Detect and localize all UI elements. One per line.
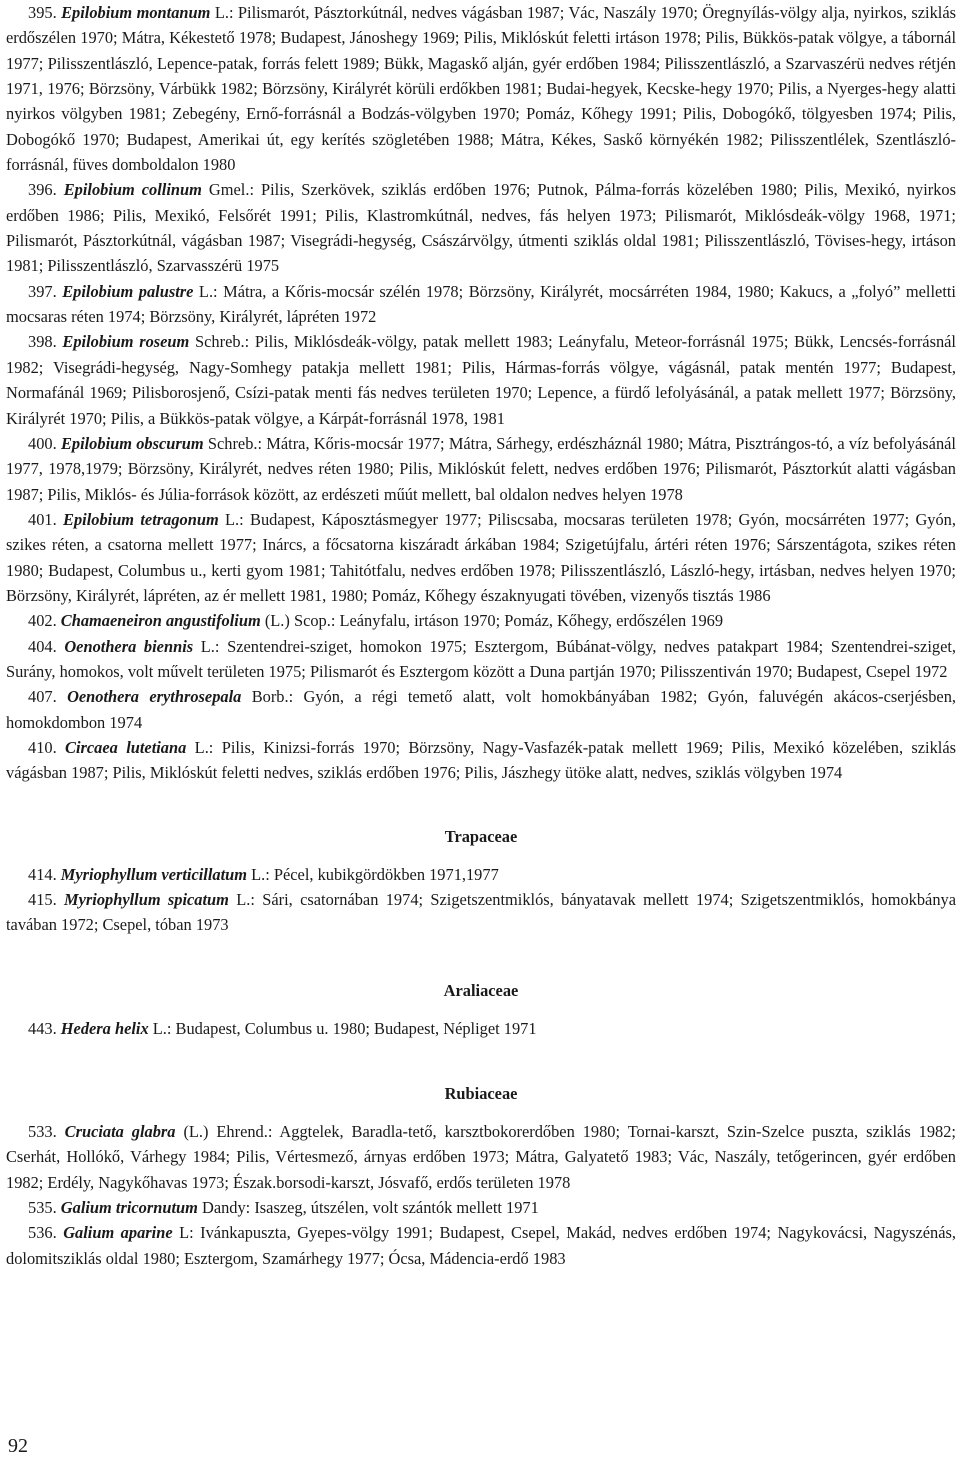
entry-text: L.: Budapest, Káposztásmegyer 1977; Piliscsaba, mocsaras területen 1978; Gyón, mocsárréten 1977; Gyón, szikes réten, a csatorna mellett 1977; Inárcs, a főcsatorna kiszáradt árkában 1984; Szigetújfalu, ártéri réten 1976; Sárszentágota, szikes réten 1980; Budapest, Columbus u., kerti gyom 1981; Tahitótfalu, nedves erdőben 1978; Pilisszentlászló, László-hegy, irtásban, nedves helyen 1970; Börzsöny, Királyrét, lápréten, az ér mellett 1981, 1980; Pomáz, Kőhegy északnyugati tövében, vizenyős tisztás 1986 — [6, 509, 956, 605]
species-list — [6, 0, 956, 786]
entry-number: 396. — [28, 180, 57, 200]
scientific-name: Oenothera biennis — [64, 636, 194, 656]
scientific-name: Epilobium tetragonum — [63, 509, 219, 529]
scientific-name: Myriophyllum verticillatum — [60, 864, 248, 884]
species-entry-396 — [6, 177, 956, 278]
entry-text: Borb.: Gyón, a régi temető alatt, volt homokbányában 1982; Gyón, faluvégén akácos-cserjésben, homokdombon 1974 — [6, 687, 956, 732]
species-entry-415 — [6, 887, 956, 938]
entry-text: L.: Budapest, Columbus u. 1980; Budapest, Népliget 1971 — [148, 1018, 537, 1038]
entry-number: 401. — [28, 509, 57, 529]
entry-text: (L.) Scop.: Leányfalu, irtáson 1970; Pomáz, Kőhegy, erdőszélen 1969 — [260, 611, 724, 631]
species-entry-398 — [6, 329, 956, 430]
page-number: 92 — [8, 1435, 28, 1457]
entry-number: 398. — [28, 332, 57, 352]
scientific-name: Circaea lutetiana — [65, 737, 187, 757]
scientific-name: Cruciata glabra — [64, 1122, 176, 1142]
scientific-name: Hedera helix — [60, 1018, 149, 1038]
scientific-name: Chamaeneiron angustifolium — [60, 611, 261, 631]
scientific-name: Galium aparine — [63, 1223, 173, 1243]
species-entry-443 — [6, 1016, 956, 1041]
entry-number: 404. — [28, 636, 57, 656]
species-entry-395 — [6, 0, 956, 177]
entry-number: 402. — [28, 611, 57, 631]
species-entry-533 — [6, 1119, 956, 1195]
species-entry-397 — [6, 279, 956, 330]
species-entry-404 — [6, 634, 956, 685]
species-entry-535 — [6, 1195, 956, 1220]
species-list — [6, 1119, 956, 1271]
family-heading-araliaceae: Araliaceae — [443, 980, 519, 1000]
entry-number: 443. — [28, 1018, 57, 1038]
entry-text: (L.) Ehrend.: Aggtelek, Baradla-tető, karsztbokorerdőben 1980; Tornai-karszt, Szin-Szelce puszta, sziklás 1982; Cserhát, Hollókő, Várhegy 1984; Pilis, Vértesmező, árnyas erdőben 1973; Mátra, Galyatető 1983; Vác, Naszály, tetőgerincen, gyér erdőben 1982; Erdély, Nagykőhavas 1973; Észak.borsodi-karszt, Jósvafő, erdős területen 1978 — [6, 1122, 956, 1192]
entry-number: 407. — [28, 687, 57, 707]
scientific-name: Epilobium obscurum — [60, 433, 204, 453]
scientific-name: Epilobium montanum — [61, 3, 211, 22]
species-entry-402 — [6, 608, 956, 633]
entry-text: L.: Pécel, kubikgördökben 1971,1977 — [247, 864, 499, 884]
scientific-name: Oenothera erythrosepala — [67, 687, 242, 707]
entry-text: L.: Pilis, Kinizsi-forrás 1970; Börzsöny, Nagy-Vasfazék-patak mellett 1969; Pilis, Mexikó közelében, sziklás vágásban 1987; Pilis, Miklóskút feletti nedves, sziklás erdőben 1976; Pilis, Jászhegy ütöke alatt, nedves, sziklás völgyben 1974 — [6, 737, 957, 783]
family-heading-trapaceae: Trapaceae — [444, 826, 518, 846]
entry-number: 414. — [28, 864, 57, 884]
entry-text: Gmel.: Pilis, Szerkövek, sziklás erdőben 1976; Putnok, Pálma-forrás közelében 1980; Pilis, Mexikó, nyirkos erdőben 1986; Pilis, Mexikó, Felsőrét 1991; Pilis, Klastromkútnál, nedves, fás helyen 1973; Pilismarót, Miklósdeák-völgy 1968, 1971; Pilismarót, Pásztorkútnál, vágásban 1987; Visegrádi-hegység, Császárvölgy, útmenti sziklás oldal 1981; Pilisszentlászló, Tövises-hegy, irtáson 1981; Pilisszentlászló, Szarvasszérü 1975 — [6, 180, 956, 276]
species-entry-400 — [6, 431, 956, 507]
scientific-name: Epilobium palustre — [62, 281, 194, 301]
entry-number: 533. — [28, 1122, 57, 1142]
entry-text: Dandy: Isaszeg, útszélen, volt szántók mellett 1971 — [197, 1198, 539, 1218]
species-list — [6, 862, 956, 938]
entry-text: L: Ivánkapuszta, Gyepes-völgy 1991; Budapest, Csepel, Makád, nedves erdőben 1974; Nagykovácsi, Nagyszénás, dolomitsziklás oldal 1980; Esztergom, Szamárhegy 1977; Ócsa, Mádencia-erdő 1983 — [6, 1223, 956, 1268]
entry-number: 535. — [28, 1198, 57, 1218]
scientific-name: Myriophyllum spicatum — [64, 890, 229, 909]
entry-text: L.: Mátra, a Kőris-mocsár szélén 1978; Börzsöny, Királyrét, mocsárréten 1984, 1980; Kakucs, a „folyó” melletti mocsaras réten 1974; Börzsöny, Királyrét, lápréten 1972 — [6, 281, 956, 327]
species-entry-401 — [6, 507, 956, 608]
species-entry-407 — [6, 684, 956, 735]
entry-number: 400. — [28, 433, 57, 453]
entry-number: 410. — [28, 737, 57, 757]
species-entry-414 — [6, 862, 956, 887]
scientific-name: Epilobium collinum — [63, 180, 202, 200]
species-entry-410 — [6, 735, 956, 786]
entry-text: Schreb.: Pilis, Miklósdeák-völgy, patak mellett 1983; Leányfalu, Meteor-forrásnál 1975; Bükk, Lencsés-forrásnál 1982; Visegrádi-hegység, Nagy-Somhegy patakja mellett 1981; Pilis, Hármas-forrás völgye, vágásnál, patak mentén 1977; Budapest, Normafánál 1969; Pilisborosjenő, Csízi-patak menti fás nedves területen 1970; Lepence, a fürdő lefolyásánál, a patak mellett 1977; Börzsöny, Királyrét 1970; Pilis, a Bükkös-patak völgye, a Kárpát-forrásnál 1978, 1981 — [6, 332, 956, 428]
entry-text: L.: Pilismarót, Pásztorkútnál, nedves vágásban 1987; Vác, Naszály 1970; Öregnyílás-völgy alja, nyirkos, sziklás erdőszélen 1970; Mátra, Kékestető 1978; Budapest, Jánoshegy 1969; Pilis, Miklóskút feletti irtáson 1978; Pilis, Bükkös-patak völgye, a tábornál 1977; Pilisszentlászló, Lepence-patak, forrás felett 1989; Bükk, Magaskő alján, gyér erdőben 1984; Pilisszentlászló, a Szarvaszérü nedves rétjén 1971, 1976; Börzsöny, Várbükk 1982; Börzsöny, Királyrét körüli erdőkben 1981; Budai-hegyek, Kecske-hegy 1970; Pilis, a Nyerges-hegy alatti nyirkos völgyben 1981; Zebegény, Ernő-forrásnál a Bodzás-völgyben 1970; Pomáz, Kőhegy 1991; Pilis, Dobogókő, tölgyesben 1974; Pilis, Dobogókő 1970; Budapest, Amerikai út, egy kerítés szögletében 1988; Mátra, Kékes, Saskő környékén 1982; Pilisszentlélek, Szentlászló-forrásnál, füves domboldalon 1980 — [6, 3, 956, 175]
species-entry-536 — [6, 1220, 956, 1271]
species-list — [6, 1016, 956, 1041]
entry-text: L.: Sári, csatornában 1974; Szigetszentmiklós, bányatavak mellett 1974; Szigetszentmiklós, homokbánya tavában 1972; Csepel, tóban 1973 — [6, 890, 956, 935]
entry-text: L.: Szentendrei-sziget, homokon 1975; Esztergom, Búbánat-völgy, nedves patakpart 1984; Szentendrei-sziget, Surány, homokos, volt művelt területen 1975; Pilismarót és Esztergom között a Duna partján 1970; Pilisszentiván 1970; Budapest, Csepel 1972 — [6, 636, 956, 681]
family-heading-rubiaceae: Rubiaceae — [444, 1084, 518, 1104]
page-body — [6, 0, 956, 1271]
entry-number: 397. — [28, 281, 57, 301]
entry-number: 415. — [28, 890, 57, 909]
scientific-name: Epilobium roseum — [62, 332, 190, 352]
scientific-name: Galium tricornutum — [60, 1198, 198, 1218]
entry-number: 395. — [28, 3, 57, 22]
entry-number: 536. — [28, 1223, 57, 1243]
entry-text: Schreb.: Mátra, Kőris-mocsár 1977; Mátra, Sárhegy, erdészháznál 1980; Mátra, Pisztrángos-tó, a víz befolyásánál 1977, 1978,1979; Börzsöny, Királyrét, nedves réten 1980; Pilis, Miklóskút felett, nedves erdőben 1976; Pilismarót, Pásztorkút alatti vágásban 1987; Pilis, Miklós- és Júlia-források között, az erdészeti műút mellett, bal oldalon nedves helyen 1978 — [6, 433, 956, 504]
